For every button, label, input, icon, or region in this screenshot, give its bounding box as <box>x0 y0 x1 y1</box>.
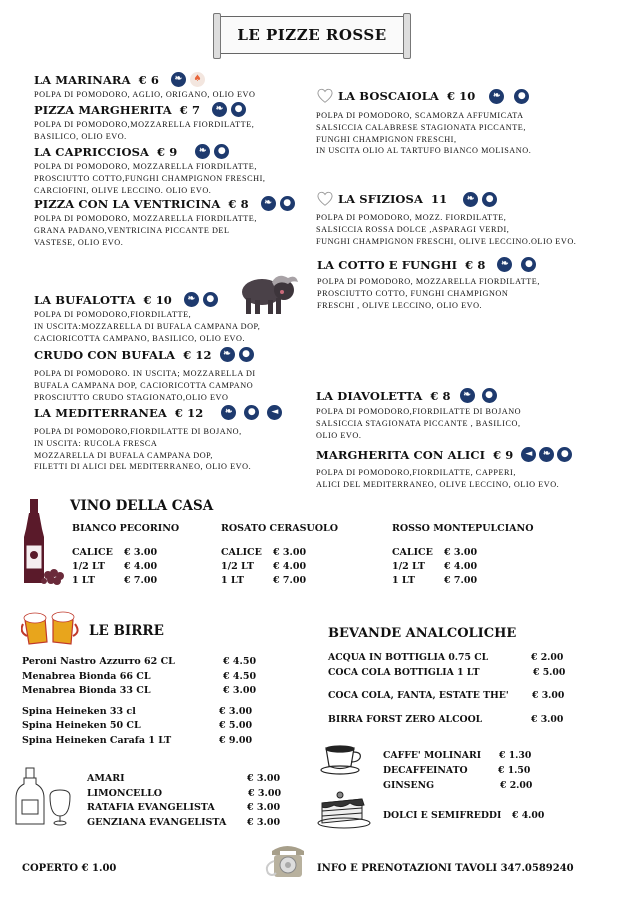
wine-size: 1 LT <box>221 575 244 586</box>
wine-price: € 4.00 <box>273 561 307 572</box>
pizza-name: CRUDO CON BUFALA <box>34 347 176 362</box>
beer-item <box>22 705 292 720</box>
pizza-ingredients: FILETTI DI ALICI DEL MEDITERRANEO, OLIO EVO. <box>34 462 252 472</box>
wine-column-rosato <box>221 523 338 588</box>
beer-item <box>22 734 292 749</box>
dairy-icon: ● <box>280 196 295 211</box>
pizza-price: 11 <box>430 192 448 206</box>
pizza-ingredients: POLPA DI POMODORO, MOZZ. FIORDILATTE, <box>316 213 507 222</box>
drink-name: COCA COLA, FANTA, ESTATE THE' <box>328 690 509 701</box>
beer-price: € 5.00 <box>219 720 253 731</box>
dairy-icon: ● <box>231 102 246 117</box>
leaf-icon: ❧ <box>220 347 235 362</box>
pizza-ingredients: IN USCITA: RUCOLA FRESCA <box>34 438 158 448</box>
leaf-icon: ❧ <box>497 257 512 272</box>
pizza-ingredients: PROSCIUTTO COTTO, FUNGHI CHAMPIGNON <box>317 288 509 298</box>
drink-name: BIRRA FORST ZERO ALCOOL <box>328 714 483 725</box>
wine-size: 1 LT <box>72 575 95 586</box>
soft-drink-price: € 2.00 <box>531 652 564 663</box>
wine-price: € 3.00 <box>124 547 158 558</box>
beer-price: € 4.50 <box>223 656 257 667</box>
spirit-item <box>87 816 297 831</box>
beer-name: Menabrea Bionda 66 CL <box>22 670 151 682</box>
cake-slice-illustration <box>316 785 372 831</box>
soft-drinks-section-title: BEVANDE ANALCOLICHE <box>328 626 517 641</box>
pizza-name: LA DIAVOLETTA <box>316 388 423 403</box>
soft-drink-item <box>328 667 480 678</box>
wine-size: 1 LT <box>392 575 415 586</box>
fish-icon: ◄ <box>521 447 536 462</box>
dairy-icon: ● <box>557 447 572 462</box>
wine-column-rosso <box>392 523 534 588</box>
spirit-name: LIMONCELLO <box>87 787 163 799</box>
pizza-price: € 6 <box>138 72 159 87</box>
pizza-name: LA CAPRICCIOSA <box>34 144 150 159</box>
beer-item <box>22 719 292 734</box>
pizza-ingredients: CARCIOFINI, OLIVE LECCINO. OLIO EVO. <box>34 185 212 195</box>
pizza-ingredients: POLPA DI POMODORO,FIORDILATTE, CAPPERI, <box>316 468 516 477</box>
pizza-ingredients: BUFALA CAMPANA DOP, CACIORICOTTA CAMPANO <box>34 380 254 390</box>
coffee-price: € 1.30 <box>499 750 532 761</box>
pizza-name: PIZZA MARGHERITA <box>34 102 172 117</box>
pizza-ingredients: ALICI DEL MEDITERRANEO, OLIVE LECCINO, OLIO EVO. <box>316 479 560 489</box>
spirit-item <box>87 772 297 787</box>
wine-column-bianco <box>72 523 179 588</box>
spirit-name: RATAFIA EVANGELISTA <box>87 802 215 813</box>
beer-price: € 9.00 <box>219 734 253 746</box>
pizza-ingredients: MOZZARELLA DI BUFALA CAMPANA DOP, <box>34 450 213 460</box>
pizza-sfiziosa <box>316 190 576 247</box>
wine-row <box>392 560 534 574</box>
coperto-cover-charge: COPERTO € 1.00 <box>22 863 117 874</box>
wine-size: 1/2 LT <box>72 561 105 572</box>
pizza-ingredients: SALSICCIA ROSSA DOLCE ,ASPARAGI VERDI, <box>316 224 510 234</box>
pizza-ingredients: BASILICO, OLIO EVO. <box>34 131 127 141</box>
leaf-icon: ❧ <box>221 405 236 420</box>
beer-price: € 4.50 <box>223 670 257 682</box>
chili-icon: ♠ <box>190 72 205 87</box>
wine-price: € 7.00 <box>273 575 307 586</box>
pizza-ingredients: POLPA DI POMODORO, MOZZARELLA FIORDILATTE, <box>317 277 540 286</box>
dairy-icon: ● <box>482 388 497 403</box>
dessert-label: DOLCI E SEMIFREDDI <box>383 810 502 821</box>
pizza-boscaiola <box>316 87 531 157</box>
pizza-price: € 10 <box>143 292 172 307</box>
pizza-price: € 9 <box>493 447 514 462</box>
drink-name: ACQUA IN BOTTIGLIA 0.75 CL <box>328 652 489 663</box>
beer-name: Spina Heineken 50 CL <box>22 720 141 731</box>
beer-item <box>22 670 292 685</box>
pizza-name: PIZZA CON LA VENTRICINA <box>34 196 221 211</box>
beer-name: Peroni Nastro Azzurro 62 CL <box>22 656 175 667</box>
dessert-item <box>383 810 501 821</box>
pizza-ingredients: FUNGHI CHAMPIGNON FRESCHI, <box>316 134 457 144</box>
coffee-item: GINSENG <box>383 780 435 791</box>
pizza-price: € 8 <box>228 196 249 211</box>
pizza-ingredients: FUNGHI CHAMPIGNON FRESCHI, OLIVE LECCINO.OLIO EVO. <box>316 236 577 246</box>
pizza-ingredients: POLPA DI POMODORO,MOZZARELLA FIORDILATTE, <box>34 120 255 129</box>
pizza-price: € 7 <box>179 102 201 117</box>
wine-name: ROSSO MONTEPULCIANO <box>392 523 534 534</box>
beer-list <box>22 655 292 748</box>
leaf-icon: ❧ <box>460 388 475 403</box>
beer-price: € 3.00 <box>219 705 253 717</box>
wine-row <box>72 574 179 588</box>
pizza-price: € 10 <box>446 89 476 103</box>
leaf-icon: ❧ <box>171 72 186 87</box>
dessert-price: € 4.00 <box>512 810 545 821</box>
pizza-price: € 8 <box>430 388 451 403</box>
wine-row <box>221 574 338 588</box>
pizza-marinara <box>34 72 255 101</box>
heart-icon <box>316 87 334 105</box>
dairy-icon: ● <box>203 292 218 307</box>
beer-mugs-illustration <box>21 608 79 646</box>
pizza-ingredients: POLPA DI POMODORO,FIORDILATTE, <box>34 310 192 319</box>
coffee-item: DECAFFEINATO <box>383 765 468 776</box>
spirit-price: € 3.00 <box>247 773 281 784</box>
coffee-price: € 1.50 <box>498 765 531 776</box>
spirit-name: GENZIANA EVANGELISTA <box>87 816 227 828</box>
soft-drink-item <box>328 690 509 701</box>
coffee-cup-illustration <box>320 744 364 776</box>
leaf-icon: ❧ <box>489 89 504 104</box>
pizza-ingredients: POLPA DI POMODORO,FIORDILATTE DI BOJANO, <box>34 427 242 436</box>
beer-name: Spina Heineken 33 cl <box>22 705 136 717</box>
pizza-price: € 12 <box>183 347 212 362</box>
wine-size: 1/2 LT <box>221 561 254 572</box>
pizza-name: LA MARINARA <box>34 72 131 87</box>
pizza-ventricina <box>34 196 295 248</box>
wine-price: € 3.00 <box>273 547 307 558</box>
fish-icon: ◄ <box>267 405 282 420</box>
beer-item <box>22 684 292 699</box>
pizza-bufalotta <box>34 292 260 344</box>
wine-price: € 4.00 <box>444 561 478 572</box>
pizza-mediterranea <box>34 405 282 473</box>
pizza-ingredients: SALSICCIA CALABRESE STAGIONATA PICCANTE, <box>316 122 526 132</box>
pizza-ingredients: OLIO EVO. <box>316 430 362 440</box>
soft-drink-price: € 3.00 <box>531 714 564 725</box>
leaf-icon: ❧ <box>463 192 478 207</box>
pizza-margherita-con-alici <box>316 447 572 491</box>
coffee-item: CAFFE' MOLINARI <box>383 750 482 761</box>
spirit-price: € 3.00 <box>248 787 282 799</box>
wine-name: ROSATO CERASUOLO <box>221 523 338 534</box>
soft-drink-item <box>328 652 488 663</box>
wine-row <box>392 546 534 560</box>
wine-price: € 7.00 <box>124 575 158 586</box>
pizza-name: LA SFIZIOSA <box>338 192 423 206</box>
soft-drink-price: € 5.00 <box>533 667 566 678</box>
beer-name: Spina Heineken Carafa 1 LT <box>22 734 172 746</box>
pizza-ingredients: POLPA DI POMODORO,FIORDILATTE DI BOJANO <box>316 407 522 416</box>
leaf-icon: ❧ <box>539 447 554 462</box>
pizza-price: € 12 <box>174 405 204 420</box>
pizza-margherita <box>34 102 254 143</box>
pizza-ingredients: POLPA DI POMODORO, SCAMORZA AFFUMICATA <box>316 111 524 120</box>
beer-item <box>22 655 292 670</box>
wine-name: BIANCO PECORINO <box>72 523 180 534</box>
spirit-item <box>87 801 297 816</box>
wine-row <box>221 546 338 560</box>
pizza-ingredients: POLPA DI POMODORO, MOZZARELLA FIORDILATTE, <box>34 214 257 223</box>
pizza-price: € 9 <box>157 144 178 159</box>
spirit-price: € 3.00 <box>247 816 281 828</box>
soft-drink-price: € 3.00 <box>532 690 565 701</box>
dairy-icon: ● <box>514 89 529 104</box>
dairy-icon: ● <box>239 347 254 362</box>
pizza-name: LA BUFALOTTA <box>34 292 136 307</box>
pizza-name: LA COTTO E FUNGHI <box>317 257 458 272</box>
reservations-info: INFO E PRENOTAZIONI TAVOLI 347.0589240 <box>317 863 574 874</box>
pizza-ingredients: IN USCITA OLIO AL TARTUFO BIANCO MOLISANO. <box>316 146 532 156</box>
pizza-ingredients: FRESCHI , OLIVE LECCINO, OLIO EVO. <box>317 300 483 310</box>
leaf-icon: ❧ <box>195 144 210 159</box>
wine-price: € 7.00 <box>444 575 478 586</box>
wine-price: € 4.00 <box>124 561 158 572</box>
beer-name: Menabrea Bionda 33 CL <box>22 685 151 696</box>
pizza-ingredients: IN USCITA:MOZZARELLA DI BUFALA CAMPANA DOP, <box>34 321 261 331</box>
pizza-cotto-e-funghi <box>317 257 540 311</box>
pizza-ingredients: CACIORICOTTA CAMPANO, BASILICO, OLIO EVO. <box>34 333 246 343</box>
wine-row <box>392 574 534 588</box>
wine-size: 1/2 LT <box>392 561 425 572</box>
pizza-ingredients: VASTESE, OLIO EVO. <box>34 237 124 247</box>
page-title: LE PIZZE ROSSE <box>237 26 387 44</box>
wine-size: CALICE <box>221 547 262 558</box>
soft-drink-item <box>328 714 482 725</box>
wine-row <box>72 546 179 560</box>
dairy-icon: ● <box>521 257 536 272</box>
coffee-price: € 2.00 <box>500 780 533 791</box>
spirit-price: € 3.00 <box>247 802 281 813</box>
beer-price: € 3.00 <box>223 685 257 696</box>
pizza-price: € 8 <box>465 257 486 272</box>
pizza-ingredients: POLPA DI POMODORO. IN USCITA; MOZZARELLA DI <box>34 369 256 378</box>
wine-row <box>72 560 179 574</box>
wine-row <box>221 560 338 574</box>
wine-size: CALICE <box>392 547 433 558</box>
spirit-name: AMARI <box>87 773 125 784</box>
page-title-banner <box>218 16 406 54</box>
heart-icon <box>316 190 334 208</box>
wine-price: € 3.00 <box>444 547 478 558</box>
pizza-ingredients: GRANA PADANO,VENTRICINA PICCANTE DEL <box>34 225 230 235</box>
pizza-ingredients: POLPA DI POMODORO, MOZZARELLA FIORDILATTE, <box>34 162 257 171</box>
leaf-icon: ❧ <box>261 196 276 211</box>
beer-section-title: LE BIRRE <box>89 623 164 639</box>
pizza-name: LA BOSCAIOLA <box>338 89 439 103</box>
pizza-ingredients: PROSCIUTTO COTTO,FUNGHI CHAMPIGNON FRESCHI, <box>34 173 266 183</box>
dairy-icon: ● <box>244 405 259 420</box>
drink-name: COCA COLA BOTTIGLIA 1 LT <box>328 667 480 678</box>
pizza-diavoletta <box>316 388 521 441</box>
wine-bottle-illustration <box>20 497 66 589</box>
pizza-ingredients: POLPA DI POMODORO, AGLIO, ORIGANO, OLIO EVO <box>34 90 256 99</box>
pizza-name: MARGHERITA CON ALICI <box>316 447 486 462</box>
dairy-icon: ● <box>482 192 497 207</box>
dairy-icon: ● <box>214 144 229 159</box>
telephone-icon <box>262 843 312 879</box>
liquor-bottle-glass-illustration <box>14 766 74 828</box>
pizza-capricciosa <box>34 144 265 196</box>
spirits-list <box>87 772 297 830</box>
pizza-ingredients: PROSCIUTTO CRUDO STAGIONATO,OLIO EVO <box>34 392 229 402</box>
wine-size: CALICE <box>72 547 113 558</box>
wine-section-title: VINO DELLA CASA <box>70 498 214 514</box>
pizza-crudo-con-bufala <box>34 347 256 403</box>
pizza-ingredients: SALSICCIA STAGIONATA PICCANTE , BASILICO, <box>316 418 521 428</box>
leaf-icon: ❧ <box>212 102 227 117</box>
pizza-name: LA MEDITERRANEA <box>34 405 167 420</box>
spirit-item <box>87 787 297 802</box>
leaf-icon: ❧ <box>184 292 199 307</box>
